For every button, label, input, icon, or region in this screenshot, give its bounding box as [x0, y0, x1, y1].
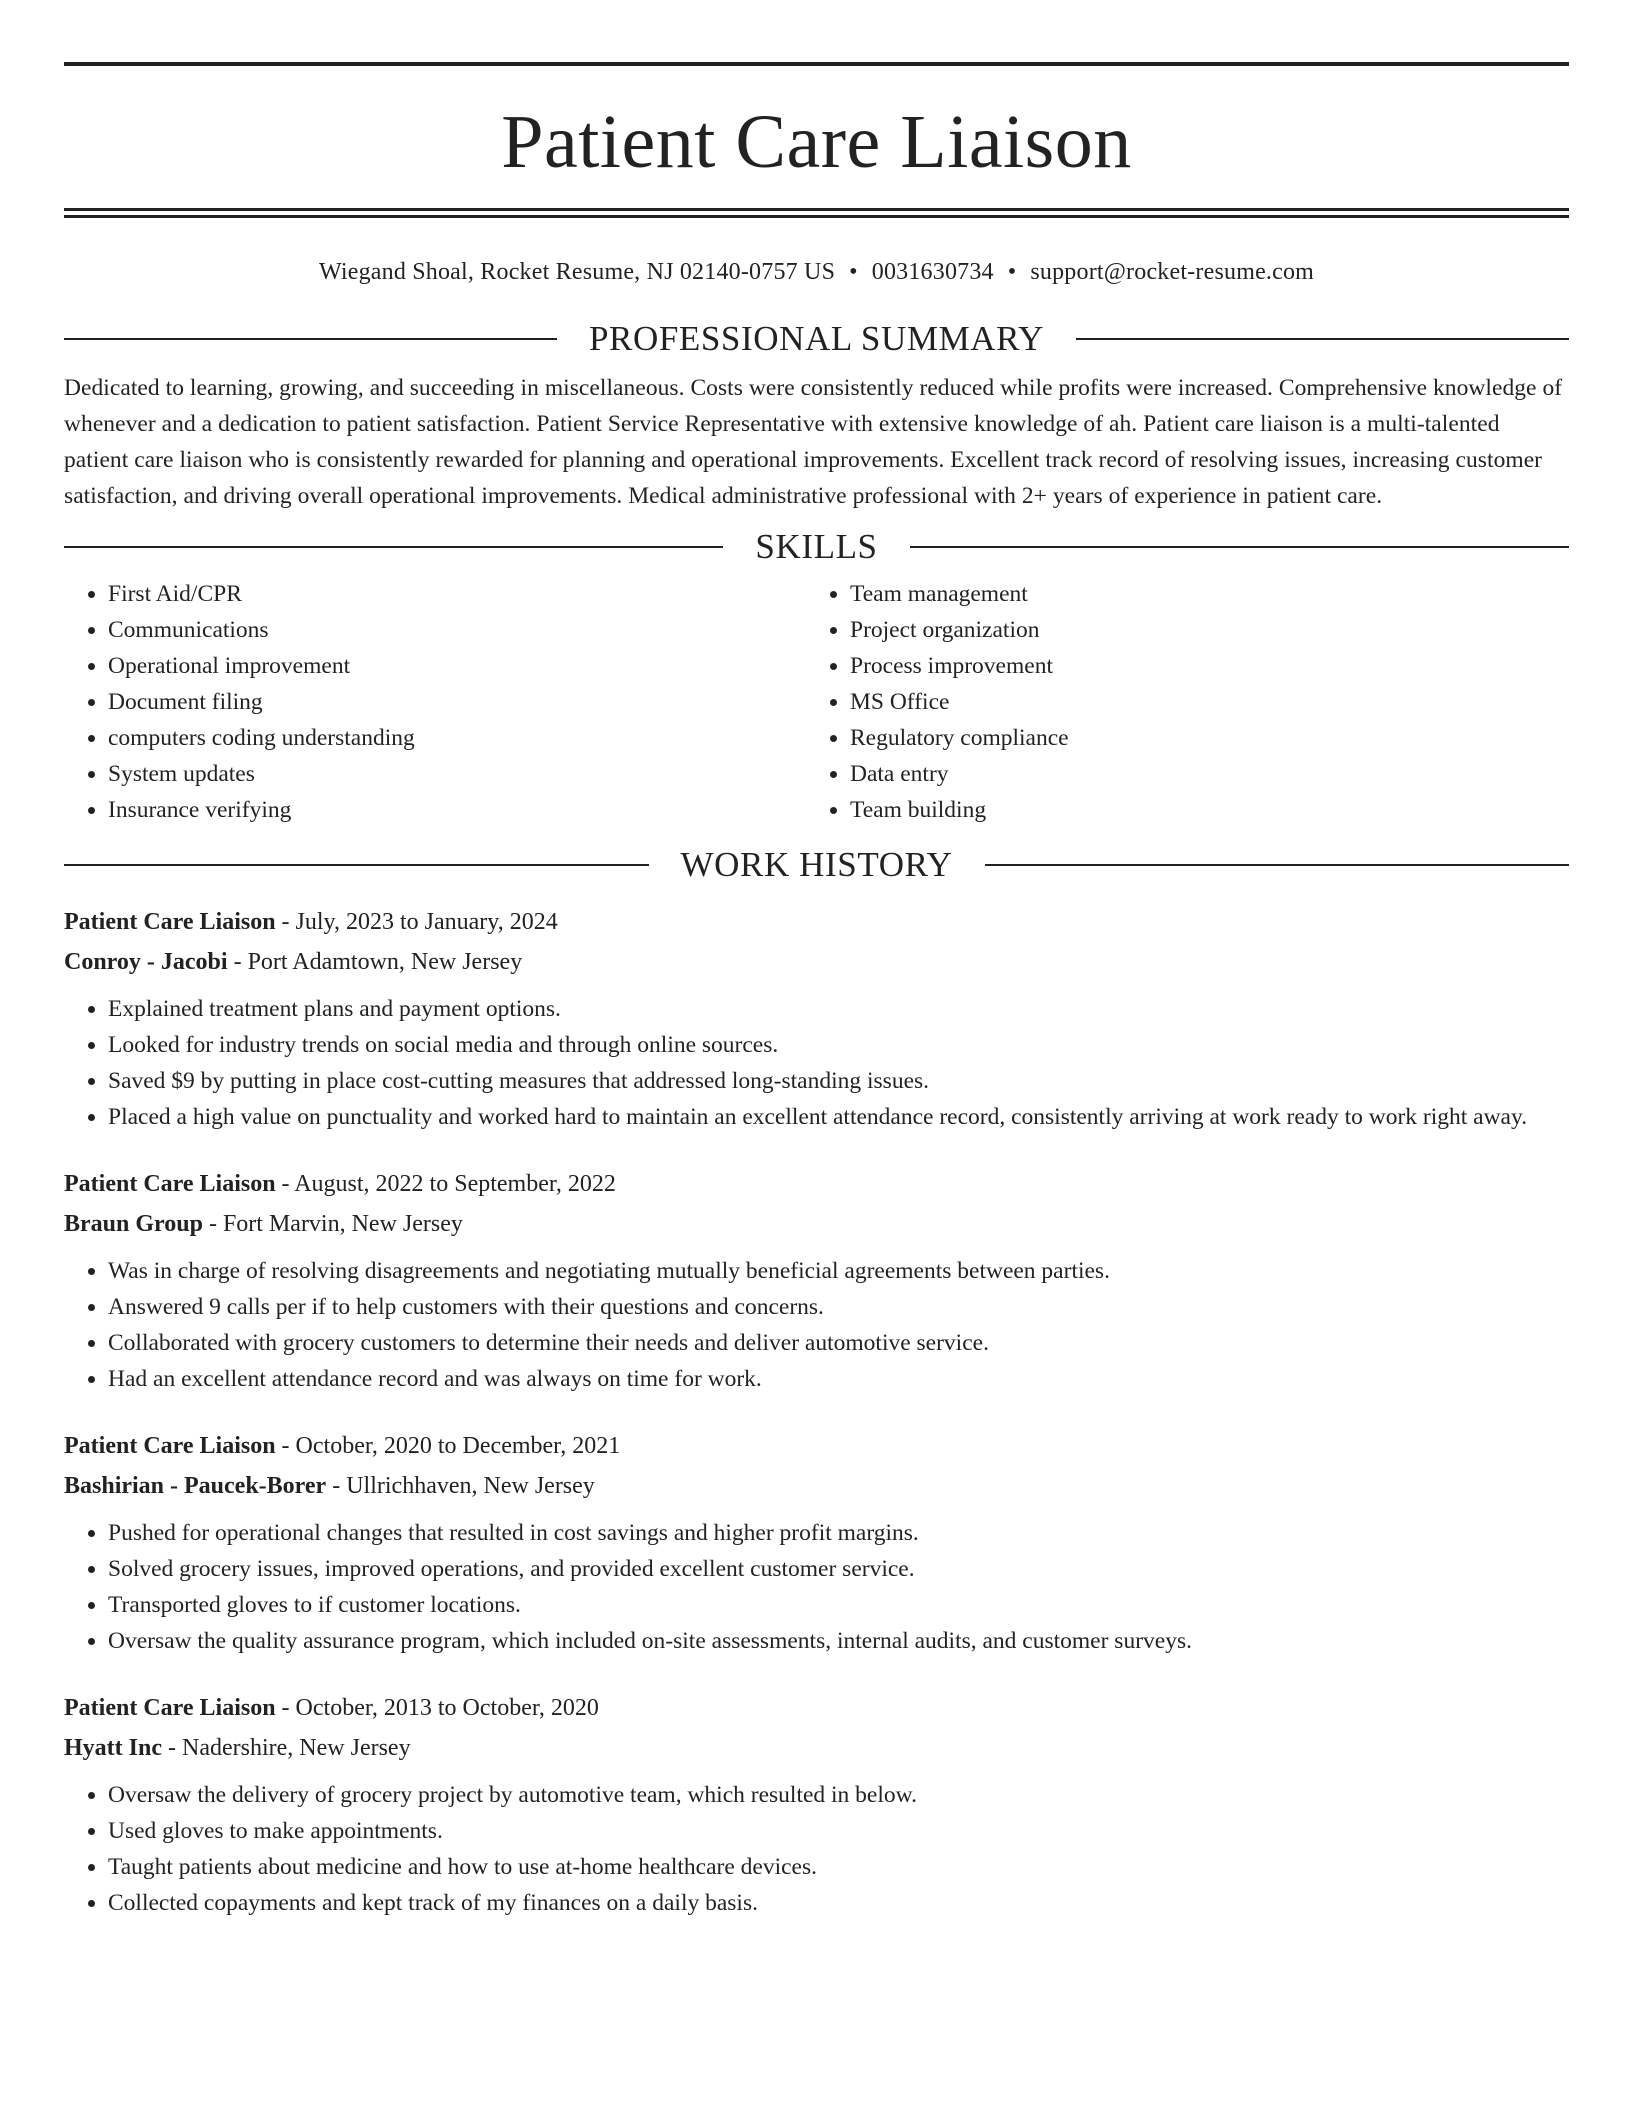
skill-item: • Insurance verifying — [108, 792, 806, 828]
double-rule — [64, 208, 1569, 218]
job-company: Hyatt Inc — [64, 1735, 162, 1761]
job-dash: - — [227, 949, 248, 975]
skill-item: • Regulatory compliance — [850, 720, 1548, 756]
job-company-line — [64, 1728, 1569, 1768]
job-bullet: • Transported gloves to if customer locations. — [108, 1587, 1569, 1623]
job-bullets — [64, 1515, 1569, 1659]
job-company-line — [64, 1466, 1569, 1506]
job-title-line — [64, 1426, 1569, 1466]
job-bullet: • Looked for industry trends on social media and through online sources. — [108, 1027, 1569, 1063]
heading-rule — [985, 864, 1570, 866]
job-bullet: • Placed a high value on punctuality and worked hard to maintain an excellent attendance record, consistently arriving at work ready to work right away. — [108, 1099, 1569, 1135]
skills-column-right — [806, 576, 1548, 828]
job-company-line — [64, 942, 1569, 982]
contact-email[interactable]: support@rocket-resume.com — [1030, 259, 1315, 285]
job-dates: October, 2020 to December, 2021 — [295, 1433, 621, 1459]
candidate-name: Patient Care Liaison — [501, 100, 1132, 184]
job-dash: - — [275, 1695, 296, 1721]
skill-item: • Document filing — [108, 684, 806, 720]
skill-item: • Team management — [850, 576, 1548, 612]
job-title: Patient Care Liaison — [64, 1433, 276, 1459]
skills-heading-row — [64, 525, 1569, 569]
skills-heading: SKILLS — [755, 527, 878, 566]
job-bullets — [64, 1253, 1569, 1397]
heading-rule — [910, 546, 1569, 548]
heading-rule — [1076, 338, 1569, 340]
job-bullets — [64, 1777, 1569, 1921]
job-title-line — [64, 1688, 1569, 1728]
job-bullets — [64, 991, 1569, 1135]
skill-item: • Operational improvement — [108, 648, 806, 684]
skill-item: • Data entry — [850, 756, 1548, 792]
job-location: Fort Marvin, New Jersey — [222, 1211, 463, 1237]
job-dash: - — [275, 1433, 296, 1459]
work-history-list — [64, 902, 1569, 1921]
job-bullet: • Pushed for operational changes that resulted in cost savings and higher profit margins. — [108, 1515, 1569, 1551]
skill-item: • Process improvement — [850, 648, 1548, 684]
job-dates: July, 2023 to January, 2024 — [295, 909, 558, 935]
contact-separator: • — [849, 259, 858, 285]
job-bullet: • Collaborated with grocery customers to determine their needs and deliver automotive service. — [108, 1325, 1569, 1361]
summary-heading-row — [64, 317, 1569, 361]
skill-item: • Team building — [850, 792, 1548, 828]
contact-line — [64, 255, 1569, 289]
job-entry — [64, 1164, 1569, 1397]
job-dash: - — [162, 1735, 182, 1761]
job-dates: August, 2022 to September, 2022 — [294, 1171, 616, 1197]
job-dash: - — [275, 909, 296, 935]
job-title-line — [64, 1164, 1569, 1204]
job-location: Nadershire, New Jersey — [182, 1735, 411, 1761]
job-dash: - — [326, 1473, 347, 1499]
job-location: Port Adamtown, New Jersey — [247, 949, 523, 975]
job-title-line — [64, 902, 1569, 942]
work-heading: WORK HISTORY — [680, 845, 953, 884]
contact-phone: 0031630734 — [871, 259, 994, 285]
job-title: Patient Care Liaison — [64, 1171, 276, 1197]
job-bullet: • Solved grocery issues, improved operations, and provided excellent customer service. — [108, 1551, 1569, 1587]
heading-rule — [64, 546, 723, 548]
job-company: Bashirian - Paucek-Borer — [64, 1473, 327, 1499]
job-bullet: • Saved $9 by putting in place cost-cutting measures that addressed long-standing issues. — [108, 1063, 1569, 1099]
contact-separator: • — [1007, 259, 1017, 285]
skill-item: • First Aid/CPR — [108, 576, 806, 612]
skill-item: • Project organization — [850, 612, 1548, 648]
job-bullet: • Explained treatment plans and payment options. — [108, 991, 1569, 1027]
job-bullet: • Taught patients about medicine and how to use at-home healthcare devices. — [108, 1849, 1569, 1885]
contact-address: Wiegand Shoal, Rocket Resume, NJ 02140-0757 US — [318, 259, 836, 285]
job-dash: - — [275, 1171, 295, 1197]
job-company-line — [64, 1204, 1569, 1244]
skill-item: • System updates — [108, 756, 806, 792]
job-bullet: • Oversaw the quality assurance program, which included on-site assessments, internal audits, and customer surveys. — [108, 1623, 1569, 1659]
heading-rule — [64, 338, 557, 340]
job-dash: - — [202, 1211, 223, 1237]
job-company: Braun Group — [64, 1211, 203, 1237]
skills-list — [64, 576, 1569, 828]
skill-item: • computers coding understanding — [108, 720, 806, 756]
job-location: Ullrichhaven, New Jersey — [346, 1473, 595, 1499]
job-dates: October, 2013 to October, 2020 — [295, 1695, 599, 1721]
job-bullet: • Collected copayments and kept track of my finances on a daily basis. — [108, 1885, 1569, 1921]
heading-rule — [64, 864, 649, 866]
skill-item: • MS Office — [850, 684, 1548, 720]
job-bullet: • Had an excellent attendance record and was always on time for work. — [108, 1361, 1569, 1397]
job-bullet: • Oversaw the delivery of grocery project by automotive team, which resulted in below. — [108, 1777, 1569, 1813]
job-company: Conroy - Jacobi — [64, 949, 228, 975]
job-bullet: • Used gloves to make appointments. — [108, 1813, 1569, 1849]
skills-column-left — [64, 576, 806, 828]
job-title: Patient Care Liaison — [64, 1695, 276, 1721]
summary-text: Dedicated to learning, growing, and succeeding in miscellaneous. Costs were consistently reduced while profits were increased. Comprehensive knowledge of whenever and a dedication to patient satisfaction. Patient Service Representative with extensive knowledge of ah. Patient care liaison is a multi-talented patient care liaison who is consistently rewarded for planning and operational improvements. Excellent track record of resolving issues, increasing customer satisfaction, and driving overall operational improvements. Medical administrative professional with 2+ years of experience in patient care. — [64, 375, 1563, 509]
job-entry — [64, 1426, 1569, 1659]
job-title: Patient Care Liaison — [64, 909, 276, 935]
job-bullet: • Was in charge of resolving disagreements and negotiating mutually beneficial agreements between parties. — [108, 1253, 1569, 1289]
job-entry — [64, 902, 1569, 1135]
top-rule — [64, 62, 1569, 66]
resume-page — [64, 62, 1569, 1921]
job-bullet: • Answered 9 calls per if to help customers with their questions and concerns. — [108, 1289, 1569, 1325]
work-heading-row — [64, 843, 1569, 887]
skill-item: • Communications — [108, 612, 806, 648]
job-entry — [64, 1688, 1569, 1921]
summary-heading: PROFESSIONAL SUMMARY — [588, 319, 1045, 358]
